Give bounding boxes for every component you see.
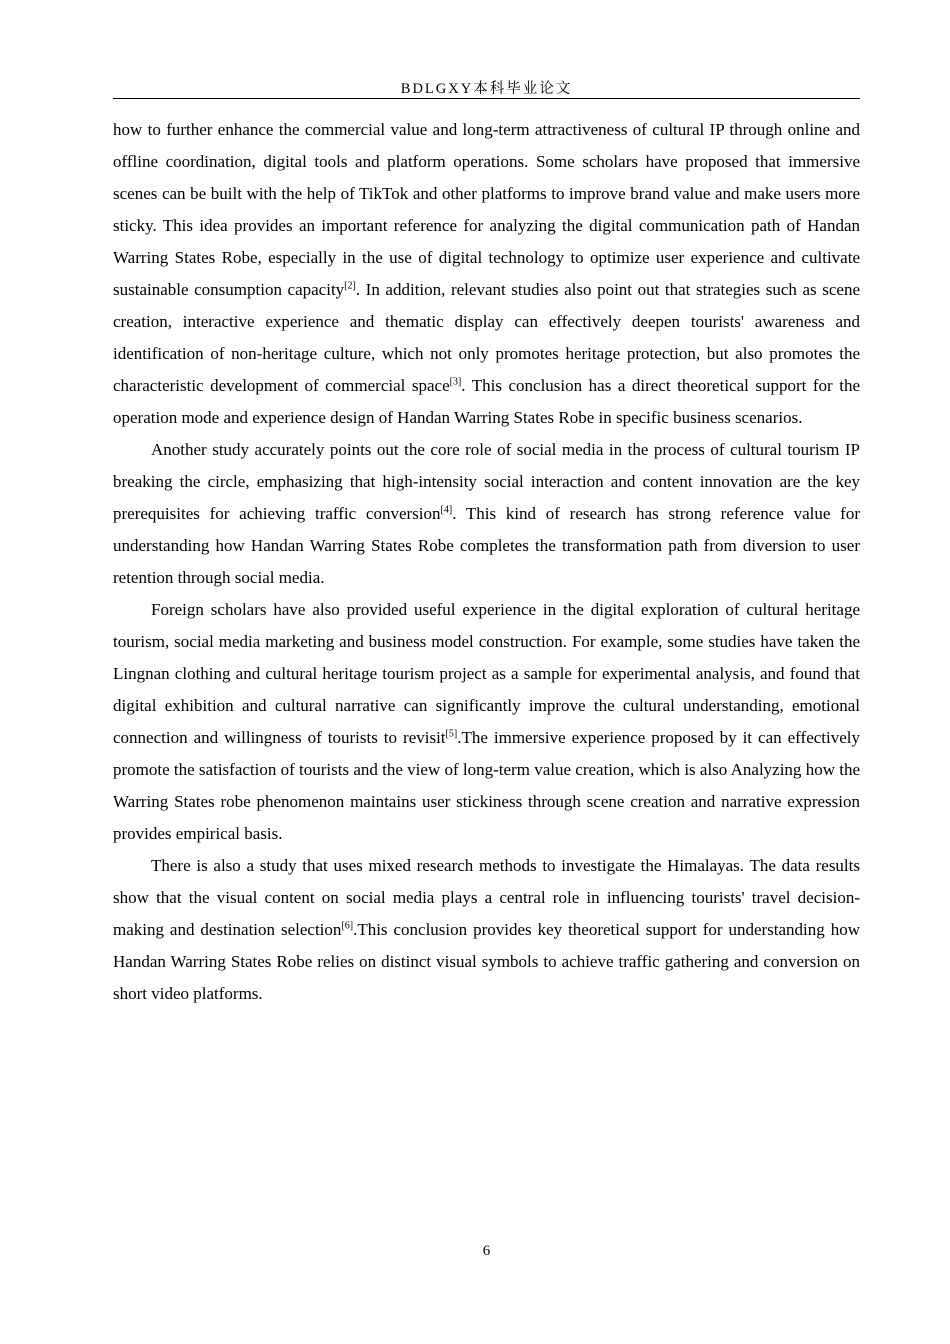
- paragraph-2-text-2: . This kind of research has strong reference value for understanding how Handan Warring States Robe completes the transformation path from diversion to user retention through social media.: [113, 504, 860, 587]
- body-text: [113, 114, 860, 1010]
- running-header: BDLGXY本科毕业论文: [400, 81, 573, 97]
- paragraph-1: [113, 114, 860, 434]
- paragraph-1-text-2: . In addition, relevant studies also point out that strategies such as scene creation, interactive experience and thematic display can effectively deepen tourists' awareness and identification of non-heritage culture, which not only promotes heritage protection, but also promotes the characteristic development of commercial space: [113, 280, 860, 395]
- paragraph-4-text-2: .This conclusion provides key theoretical support for understanding how Handan Warring States Robe relies on distinct visual symbols to achieve traffic gathering and conversion on short video platforms.: [113, 920, 861, 1003]
- citation-2: [2]: [344, 280, 356, 292]
- paragraph-3-text-2: .The immersive experience proposed by it can effectively promote the satisfaction of tourists and the view of long-term value creation, which is also Analyzing how the Warring States robe phenomenon maintains user stickiness through scene creation and narrative expression provides empirical basis.: [113, 728, 860, 843]
- paragraph-1-text-3: . This conclusion has a direct theoretical support for the operation mode and experience design of Handan Warring States Robe in specific business scenarios.: [113, 376, 860, 427]
- citation-3: [3]: [449, 376, 462, 388]
- page-number: 6: [482, 1243, 491, 1259]
- paragraph-3-text-1: Foreign scholars have also provided useful experience in the digital exploration of cultural heritage tourism, social media marketing and business model construction. For example, some studies have taken the Lingnan clothing and cultural heritage tourism project as a sample for experimental analysis, and found that digital exhibition and cultural narrative can significantly improve the cultural understanding, emotional connection and willingness of tourists to revisit: [113, 600, 860, 747]
- citation-6: [6]: [341, 920, 354, 932]
- paragraph-1-text-1: how to further enhance the commercial value and long-term attractiveness of cultural IP through online and offline coordination, digital tools and platform operations. Some scholars have proposed that immersive scenes can be built with the help of TikTok and other platforms to improve brand value and make users more sticky. This idea provides an important reference for analyzing the digital communication path of Handan Warring States Robe, especially in the use of digital technology to optimize user experience and cultivate sustainable consumption capacity: [113, 120, 860, 299]
- citation-4: [4]: [440, 504, 453, 516]
- citation-5: [5]: [445, 728, 458, 740]
- paragraph-4: [113, 850, 860, 1010]
- paragraph-2-text-1: Another study accurately points out the core role of social media in the process of cultural tourism IP breaking the circle, emphasizing that high-intensity social interaction and content innovation are the key prerequisites for achieving traffic conversion: [113, 440, 860, 523]
- paragraph-4-text-1: There is also a study that uses mixed research methods to investigate the Himalayas. The data results show that the visual content on social media plays a central role in influencing tourists' travel decision-making and destination selection: [113, 856, 860, 939]
- paragraph-3: [113, 594, 860, 850]
- header-divider: [113, 98, 860, 99]
- paragraph-2: [113, 434, 860, 594]
